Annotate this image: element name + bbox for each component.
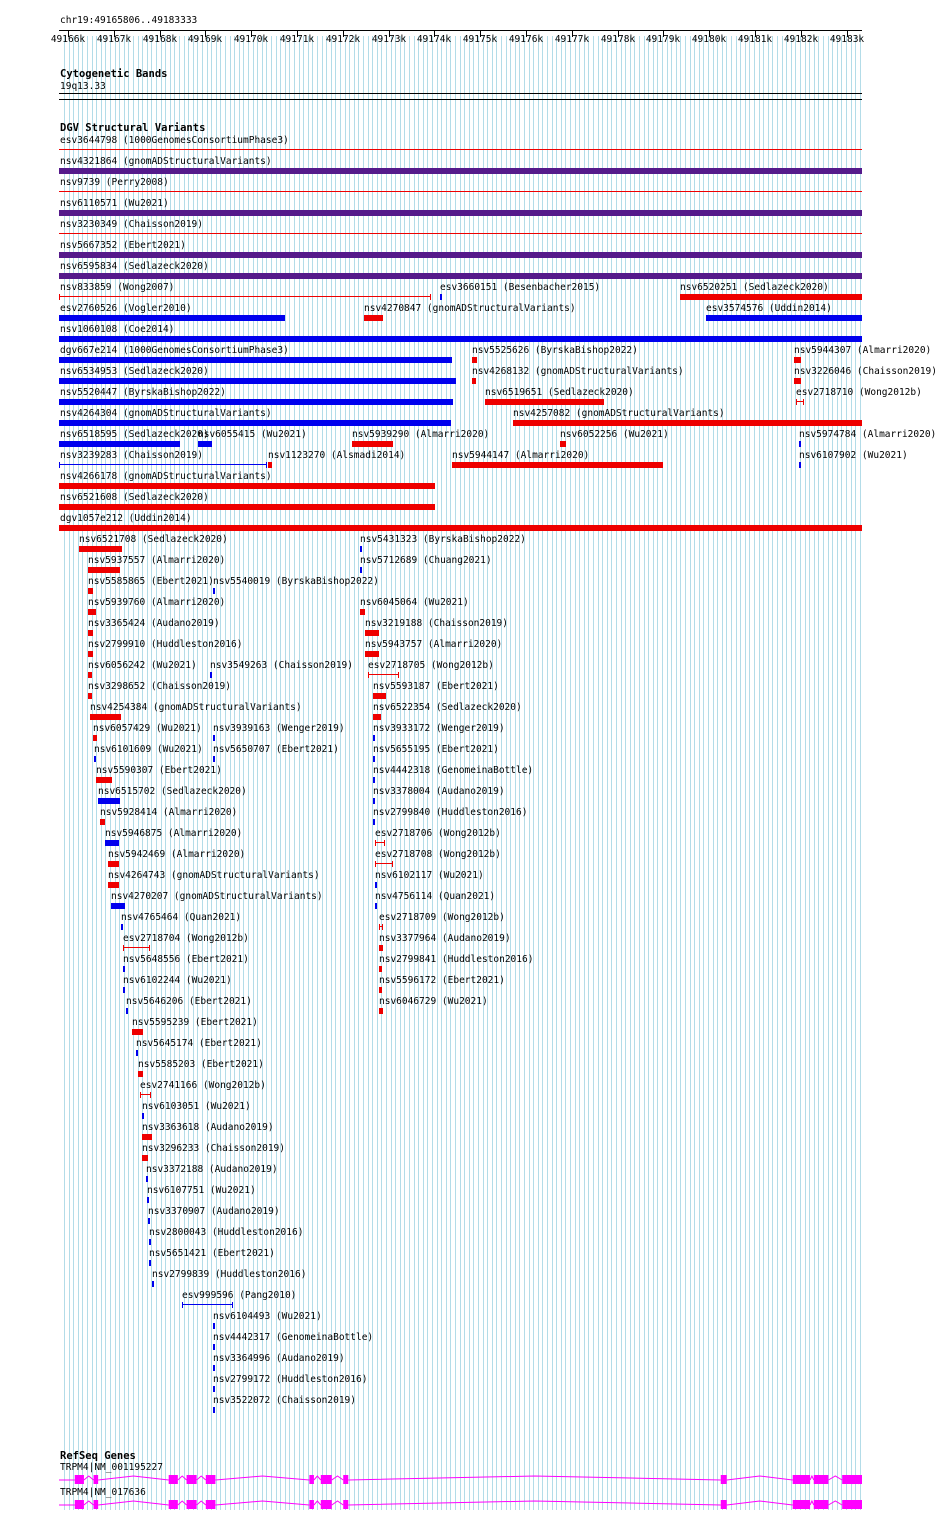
variant-label[interactable]: nsv5712689 (Chuang2021)	[360, 555, 492, 566]
variant-label[interactable]: nsv6110571 (Wu2021)	[60, 198, 169, 209]
variant-label[interactable]: nsv5667352 (Ebert2021)	[60, 240, 186, 251]
variant-bar[interactable]	[105, 840, 119, 846]
variant-bar[interactable]	[59, 191, 862, 192]
exon-block	[187, 1475, 197, 1484]
variant-bar[interactable]	[136, 1050, 138, 1056]
variant-label[interactable]: nsv5593187 (Ebert2021)	[373, 681, 499, 692]
intron-line	[98, 1476, 169, 1480]
variant-bar[interactable]	[373, 735, 375, 741]
variant-label[interactable]: nsv6534953 (Sedlazeck2020)	[60, 366, 209, 377]
variant-label[interactable]: nsv3939163 (Wenger2019)	[213, 723, 345, 734]
variant-bar[interactable]	[88, 651, 93, 657]
ruler-tick-label: 49167k	[96, 34, 132, 45]
refseq-track-title[interactable]: RefSeq Genes	[60, 1450, 136, 1462]
variant-range-line	[141, 1094, 150, 1095]
ruler-tick-label: 49172k	[325, 34, 361, 45]
variant-label[interactable]: esv3574576 (Uddin2014)	[706, 303, 832, 314]
variant-bar[interactable]	[680, 294, 862, 300]
variant-bar[interactable]	[59, 525, 862, 531]
variant-bar[interactable]	[108, 882, 119, 888]
variant-range-line	[124, 947, 149, 948]
exon-block	[343, 1475, 348, 1484]
variant-bar[interactable]	[88, 672, 92, 678]
variant-label[interactable]: esv999596 (Pang2010)	[182, 1290, 297, 1301]
variant-label[interactable]: esv2741166 (Wong2012b)	[140, 1080, 266, 1091]
variant-label[interactable]: nsv2799841 (Huddleston2016)	[379, 954, 534, 965]
variant-label[interactable]: nsv6045064 (Wu2021)	[360, 597, 469, 608]
ruler-tick-label: 49166k	[50, 34, 86, 45]
variant-label[interactable]: nsv4270847 (gnomADStructuralVariants)	[364, 303, 576, 314]
variant-bar[interactable]	[59, 483, 435, 489]
variant-bar[interactable]	[373, 798, 375, 804]
variant-label[interactable]: esv2718710 (Wong2012b)	[796, 387, 922, 398]
variant-label[interactable]: nsv6520251 (Sedlazeck2020)	[680, 282, 829, 293]
variant-label[interactable]: nsv5650707 (Ebert2021)	[213, 744, 339, 755]
variant-bar[interactable]	[365, 651, 379, 657]
variant-label[interactable]: nsv5525626 (ByrskaBishop2022)	[472, 345, 638, 356]
variant-bar[interactable]	[111, 903, 125, 909]
variant-bar[interactable]	[142, 1134, 152, 1140]
variant-label[interactable]: nsv3372188 (Audano2019)	[146, 1164, 278, 1175]
variant-bar[interactable]	[364, 315, 383, 321]
variant-bar[interactable]	[100, 819, 105, 825]
variant-label[interactable]: nsv6052256 (Wu2021)	[560, 429, 669, 440]
variant-label[interactable]: nsv5590307 (Ebert2021)	[96, 765, 222, 776]
variant-bar[interactable]	[108, 861, 119, 867]
ruler-tick-label: 49168k	[142, 34, 178, 45]
variant-label[interactable]: nsv5928414 (Almarri2020)	[100, 807, 238, 818]
variant-bar[interactable]	[513, 420, 862, 426]
ruler-tick-label: 49182k	[783, 34, 819, 45]
transcript-label[interactable]: TRPM4|NM_001195227	[60, 1462, 163, 1473]
variant-range-line	[380, 926, 382, 927]
ruler-tick-label: 49179k	[645, 34, 681, 45]
variant-bar[interactable]	[373, 777, 375, 783]
exon-block	[187, 1500, 197, 1509]
variant-bar[interactable]	[138, 1071, 143, 1077]
variant-bar[interactable]	[213, 735, 215, 741]
variant-label[interactable]: nsv1123270 (Alsmadi2014)	[268, 450, 406, 461]
variant-label[interactable]: nsv5648556 (Ebert2021)	[123, 954, 249, 965]
variant-bar[interactable]	[375, 903, 377, 909]
ruler-tick-label: 49170k	[233, 34, 269, 45]
exon-block	[721, 1475, 727, 1484]
variant-bar[interactable]	[59, 315, 285, 321]
variant-bar[interactable]	[485, 399, 604, 405]
intron-line	[828, 1476, 842, 1480]
variant-label[interactable]: nsv2799910 (Huddleston2016)	[88, 639, 243, 650]
variant-bar[interactable]	[59, 149, 862, 150]
variant-bar[interactable]	[472, 378, 476, 384]
ruler-tick-label: 49183k	[829, 34, 865, 45]
exon-block	[793, 1500, 810, 1509]
variant-bar[interactable]	[379, 987, 382, 993]
variant-bar[interactable]	[210, 672, 212, 678]
ruler-tick-label: 49174k	[416, 34, 452, 45]
variant-bar[interactable]	[375, 840, 385, 846]
intron-line	[178, 1476, 187, 1480]
variant-bar[interactable]	[796, 399, 804, 405]
variant-label[interactable]: esv2718708 (Wong2012b)	[375, 849, 501, 860]
exon-block	[94, 1475, 99, 1484]
variant-bar[interactable]	[365, 630, 379, 636]
ruler-tick-label: 49175k	[462, 34, 498, 45]
variant-bar[interactable]	[59, 399, 453, 405]
variant-bar[interactable]	[368, 672, 399, 678]
cytoband-line-top	[59, 93, 862, 94]
variant-bar[interactable]	[59, 168, 862, 174]
variant-bar[interactable]	[213, 1323, 215, 1329]
exon-block	[169, 1475, 178, 1484]
ruler-tick-label: 49181k	[737, 34, 773, 45]
variant-bar[interactable]	[149, 1260, 151, 1266]
variant-bar[interactable]	[96, 777, 112, 783]
variant-label[interactable]: nsv5944307 (Almarri2020)	[794, 345, 932, 356]
variant-label[interactable]: nsv3365424 (Audano2019)	[88, 618, 220, 629]
exon-block	[309, 1475, 314, 1484]
variant-bar[interactable]	[123, 966, 125, 972]
variant-label[interactable]: nsv5585203 (Ebert2021)	[138, 1059, 264, 1070]
cytoband-line-bottom	[59, 99, 862, 100]
variant-label[interactable]: nsv6595834 (Sedlazeck2020)	[60, 261, 209, 272]
variant-label[interactable]: nsv5585865 (Ebert2021)	[88, 576, 214, 587]
variant-label[interactable]: nsv6057429 (Wu2021)	[93, 723, 202, 734]
intron-line	[727, 1501, 793, 1505]
cytoband-label: 19q13.33	[60, 81, 106, 92]
variant-bar[interactable]	[198, 441, 212, 447]
intron-line	[332, 1476, 343, 1480]
intron-line	[215, 1476, 309, 1480]
variant-bar[interactable]	[59, 252, 862, 258]
variant-label[interactable]: nsv6102117 (Wu2021)	[375, 870, 484, 881]
variant-label[interactable]: esv2718706 (Wong2012b)	[375, 828, 501, 839]
variant-label[interactable]: nsv5540019 (ByrskaBishop2022)	[213, 576, 379, 587]
variant-label[interactable]: esv3660151 (Besenbacher2015)	[440, 282, 601, 293]
intron-line	[84, 1501, 94, 1505]
variant-bar[interactable]	[121, 924, 123, 930]
variant-label[interactable]: nsv5646206 (Ebert2021)	[126, 996, 252, 1007]
variant-label[interactable]: nsv6515702 (Sedlazeck2020)	[98, 786, 247, 797]
intron-line	[348, 1476, 720, 1480]
variant-bar[interactable]	[352, 441, 393, 447]
variant-bar[interactable]	[88, 693, 92, 699]
variant-bar[interactable]	[147, 1197, 149, 1203]
variant-label[interactable]: nsv1060108 (Coe2014)	[60, 324, 175, 335]
ruler-axis	[59, 30, 862, 31]
variant-bar[interactable]	[59, 378, 456, 384]
variant-label[interactable]: nsv5595239 (Ebert2021)	[132, 1017, 258, 1028]
variant-bar[interactable]	[375, 861, 393, 867]
variant-bar[interactable]	[59, 441, 180, 447]
intron-line	[314, 1476, 321, 1480]
variant-bar[interactable]	[373, 714, 381, 720]
variant-label[interactable]: nsv6046729 (Wu2021)	[379, 996, 488, 1007]
ruler-tick-label: 49176k	[508, 34, 544, 45]
exon-block	[721, 1500, 727, 1509]
variant-bar[interactable]	[88, 588, 93, 594]
variant-label[interactable]: nsv4268132 (gnomADStructuralVariants)	[472, 366, 684, 377]
cytoband-track-title[interactable]: Cytogenetic Bands	[60, 68, 168, 80]
variant-bar[interactable]	[379, 1008, 383, 1014]
variant-bar[interactable]	[213, 1365, 215, 1371]
variant-label[interactable]: nsv3363618 (Audano2019)	[142, 1122, 274, 1133]
variant-bar[interactable]	[98, 798, 120, 804]
variant-label[interactable]: nsv3226046 (Chaisson2019)	[794, 366, 937, 377]
variant-label[interactable]: nsv2799839 (Huddleston2016)	[152, 1269, 307, 1280]
exon-block	[814, 1500, 829, 1509]
intron-line	[84, 1476, 94, 1480]
intron-line	[197, 1476, 206, 1480]
intron-line	[215, 1501, 309, 1505]
variant-bar[interactable]	[59, 336, 862, 342]
variant-label[interactable]: nsv4756114 (Quan2021)	[375, 891, 496, 902]
variant-bar[interactable]	[213, 1386, 215, 1392]
variant-range-line	[60, 464, 266, 465]
variant-label[interactable]: nsv5520447 (ByrskaBishop2022)	[60, 387, 226, 398]
variant-label[interactable]: nsv2799840 (Huddleston2016)	[373, 807, 528, 818]
exon-block	[75, 1475, 84, 1484]
variant-bar[interactable]	[88, 630, 93, 636]
variant-bar[interactable]	[799, 462, 801, 468]
variant-bar[interactable]	[213, 1344, 215, 1350]
variant-bar[interactable]	[360, 546, 362, 552]
variant-label[interactable]: nsv6518595 (Sedlazeck2020)	[60, 429, 209, 440]
intron-line	[810, 1476, 814, 1480]
variant-label[interactable]: nsv6107902 (Wu2021)	[799, 450, 908, 461]
variant-range-line	[60, 296, 430, 297]
variant-label[interactable]: nsv5939760 (Almarri2020)	[88, 597, 226, 608]
variant-bar[interactable]	[213, 756, 215, 762]
exon-block	[309, 1500, 314, 1509]
variant-range-line	[376, 863, 392, 864]
variant-bar[interactable]	[59, 294, 431, 300]
variant-label[interactable]: nsv5645174 (Ebert2021)	[136, 1038, 262, 1049]
variant-bar[interactable]	[268, 462, 272, 468]
variant-bar[interactable]	[140, 1092, 151, 1098]
variant-label[interactable]: nsv4765464 (Quan2021)	[121, 912, 242, 923]
variant-label[interactable]: esv2718704 (Wong2012b)	[123, 933, 249, 944]
variant-bar[interactable]	[148, 1218, 150, 1224]
ruler-tick-label: 49171k	[279, 34, 315, 45]
variant-bar[interactable]	[132, 1029, 143, 1035]
dgv-track-title[interactable]: DGV Structural Variants	[60, 122, 206, 134]
variant-bar[interactable]	[794, 357, 801, 363]
variant-label[interactable]: nsv4270207 (gnomADStructuralVariants)	[111, 891, 323, 902]
variant-label[interactable]: nsv6522354 (Sedlazeck2020)	[373, 702, 522, 713]
variant-bar[interactable]	[182, 1302, 233, 1308]
intron-line	[178, 1501, 187, 1505]
variant-label[interactable]: nsv3364996 (Audano2019)	[213, 1353, 345, 1364]
variant-bar[interactable]	[452, 462, 663, 468]
variant-bar[interactable]	[94, 756, 96, 762]
variant-label[interactable]: nsv4264743 (gnomADStructuralVariants)	[108, 870, 320, 881]
variant-bar[interactable]	[472, 357, 477, 363]
position-label: chr19:49165806..49183333	[60, 15, 198, 26]
variant-bar[interactable]	[90, 714, 121, 720]
variant-label[interactable]: nsv6101609 (Wu2021)	[94, 744, 203, 755]
variant-label[interactable]: nsv5943757 (Almarri2020)	[365, 639, 503, 650]
variant-label[interactable]: nsv4264304 (gnomADStructuralVariants)	[60, 408, 272, 419]
variant-label[interactable]: nsv6107751 (Wu2021)	[147, 1185, 256, 1196]
variant-label[interactable]: dgv667e214 (1000GenomesConsortiumPhase3)	[60, 345, 289, 356]
ruler-tick-label: 49173k	[371, 34, 407, 45]
variant-bar[interactable]	[360, 609, 365, 615]
variant-bar[interactable]	[213, 588, 215, 594]
variant-label[interactable]: nsv4321864 (gnomADStructuralVariants)	[60, 156, 272, 167]
variant-label[interactable]: nsv6521708 (Sedlazeck2020)	[79, 534, 228, 545]
ruler-tick-label: 49178k	[600, 34, 636, 45]
variant-bar[interactable]	[126, 1008, 128, 1014]
variant-label[interactable]: nsv5939290 (Almarri2020)	[352, 429, 490, 440]
variant-label[interactable]: nsv6521608 (Sedlazeck2020)	[60, 492, 209, 503]
variant-label[interactable]: nsv6104493 (Wu2021)	[213, 1311, 322, 1322]
variant-range-line	[369, 674, 398, 675]
variant-bar[interactable]	[59, 273, 862, 279]
variant-bar[interactable]	[142, 1113, 144, 1119]
variant-bar[interactable]	[379, 966, 382, 972]
variant-bar[interactable]	[794, 378, 801, 384]
variant-bar[interactable]	[59, 233, 862, 234]
intron-line	[828, 1501, 842, 1505]
variant-bar[interactable]	[93, 735, 97, 741]
variant-bar[interactable]	[379, 945, 383, 951]
exon-block	[206, 1475, 216, 1484]
variant-label[interactable]: nsv3298652 (Chaisson2019)	[88, 681, 231, 692]
variant-label[interactable]: nsv3296233 (Chaisson2019)	[142, 1143, 285, 1154]
exon-block	[321, 1500, 332, 1509]
variant-label[interactable]: nsv3549263 (Chaisson2019)	[210, 660, 353, 671]
variant-bar[interactable]	[706, 315, 862, 321]
variant-bar[interactable]	[560, 441, 566, 447]
variant-bar[interactable]	[213, 1407, 215, 1413]
intron-line	[810, 1501, 814, 1505]
variant-label[interactable]: nsv3219188 (Chaisson2019)	[365, 618, 508, 629]
variant-label[interactable]: nsv6102244 (Wu2021)	[123, 975, 232, 986]
exon-block	[206, 1500, 216, 1509]
variant-bar[interactable]	[88, 567, 120, 573]
variant-bar[interactable]	[360, 567, 362, 573]
variant-bar[interactable]	[123, 945, 150, 951]
variant-bar[interactable]	[79, 546, 122, 552]
intron-line	[197, 1501, 206, 1505]
exon-block	[169, 1500, 178, 1509]
variant-label[interactable]: nsv3377964 (Audano2019)	[379, 933, 511, 944]
variant-label[interactable]: nsv6103051 (Wu2021)	[142, 1101, 251, 1112]
ruler-tick-label: 49169k	[187, 34, 223, 45]
variant-bar[interactable]	[375, 882, 377, 888]
variant-label[interactable]: esv3644798 (1000GenomesConsortiumPhase3)	[60, 135, 289, 146]
variant-label[interactable]: nsv5942469 (Almarri2020)	[108, 849, 246, 860]
variant-label[interactable]: esv2718709 (Wong2012b)	[379, 912, 505, 923]
variant-bar[interactable]	[59, 210, 862, 216]
variant-label[interactable]: nsv2800043 (Huddleston2016)	[149, 1227, 304, 1238]
exon-block	[793, 1475, 810, 1484]
variant-bar[interactable]	[373, 693, 386, 699]
variant-label[interactable]: dgv1057e212 (Uddin2014)	[60, 513, 192, 524]
exon-block	[75, 1500, 84, 1509]
variant-label[interactable]: nsv4254384 (gnomADStructuralVariants)	[90, 702, 302, 713]
variant-range-line	[376, 842, 384, 843]
variant-range-line	[183, 1304, 232, 1305]
variant-range-line	[797, 401, 803, 402]
variant-label[interactable]: nsv4442317 (GenomeinaBottle)	[213, 1332, 374, 1343]
intron-line	[348, 1501, 720, 1505]
variant-bar[interactable]	[799, 441, 801, 447]
variant-label[interactable]: nsv3933172 (Wenger2019)	[373, 723, 505, 734]
variant-label[interactable]: nsv5944147 (Almarri2020)	[452, 450, 590, 461]
variant-label[interactable]: nsv6055415 (Wu2021)	[198, 429, 307, 440]
variant-bar[interactable]	[373, 819, 375, 825]
variant-label[interactable]: nsv5651421 (Ebert2021)	[149, 1248, 275, 1259]
variant-bar[interactable]	[440, 294, 442, 300]
variant-bar[interactable]	[142, 1155, 148, 1161]
variant-label[interactable]: nsv4257082 (gnomADStructuralVariants)	[513, 408, 725, 419]
variant-bar[interactable]	[59, 462, 267, 468]
variant-bar[interactable]	[146, 1176, 148, 1182]
intron-line	[98, 1501, 169, 1505]
intron-line	[314, 1501, 321, 1505]
intron-line	[332, 1501, 343, 1505]
variant-label[interactable]: nsv9739 (Perry2008)	[60, 177, 169, 188]
exon-block	[94, 1500, 99, 1509]
variant-label[interactable]: esv2718705 (Wong2012b)	[368, 660, 494, 671]
exon-block	[321, 1475, 332, 1484]
transcript-label[interactable]: TRPM4|NM_017636	[60, 1487, 146, 1498]
variant-label[interactable]: nsv4266178 (gnomADStructuralVariants)	[60, 471, 272, 482]
variant-bar[interactable]	[149, 1239, 151, 1245]
variant-bar[interactable]	[373, 756, 375, 762]
variant-label[interactable]: nsv6519651 (Sedlazeck2020)	[485, 387, 634, 398]
variant-label[interactable]: nsv3239283 (Chaisson2019)	[60, 450, 203, 461]
variant-bar[interactable]	[88, 609, 96, 615]
variant-label[interactable]: nsv5946875 (Almarri2020)	[105, 828, 243, 839]
variant-label[interactable]: nsv3378004 (Audano2019)	[373, 786, 505, 797]
exon-block	[343, 1500, 348, 1509]
variant-label[interactable]: nsv5974784 (Almarri2020)	[799, 429, 937, 440]
variant-label[interactable]: nsv4442318 (GenomeinaBottle)	[373, 765, 534, 776]
ruler-tick-label: 49180k	[691, 34, 727, 45]
variant-label[interactable]: nsv3230349 (Chaisson2019)	[60, 219, 203, 230]
transcript-model[interactable]	[0, 1473, 890, 1487]
variant-label[interactable]: nsv5655195 (Ebert2021)	[373, 744, 499, 755]
exon-block	[814, 1475, 829, 1484]
variant-label[interactable]: esv2760526 (Vogler2010)	[60, 303, 192, 314]
variant-bar[interactable]	[59, 357, 452, 363]
variant-label[interactable]: nsv2799172 (Huddleston2016)	[213, 1374, 368, 1385]
variant-label[interactable]: nsv3370907 (Audano2019)	[148, 1206, 280, 1217]
variant-bar[interactable]	[59, 504, 435, 510]
variant-bar[interactable]	[59, 420, 451, 426]
variant-label[interactable]: nsv3522072 (Chaisson2019)	[213, 1395, 356, 1406]
variant-bar[interactable]	[123, 987, 125, 993]
intron-line	[727, 1476, 793, 1480]
variant-bar[interactable]	[152, 1281, 154, 1287]
variant-bar[interactable]	[379, 924, 383, 930]
variant-label[interactable]: nsv5596172 (Ebert2021)	[379, 975, 505, 986]
variant-label[interactable]: nsv833859 (Wong2007)	[60, 282, 175, 293]
variant-label[interactable]: nsv6056242 (Wu2021)	[88, 660, 197, 671]
variant-label[interactable]: nsv5431323 (ByrskaBishop2022)	[360, 534, 526, 545]
transcript-model[interactable]	[0, 1498, 890, 1512]
ruler-tick-label: 49177k	[554, 34, 590, 45]
variant-label[interactable]: nsv5937557 (Almarri2020)	[88, 555, 226, 566]
